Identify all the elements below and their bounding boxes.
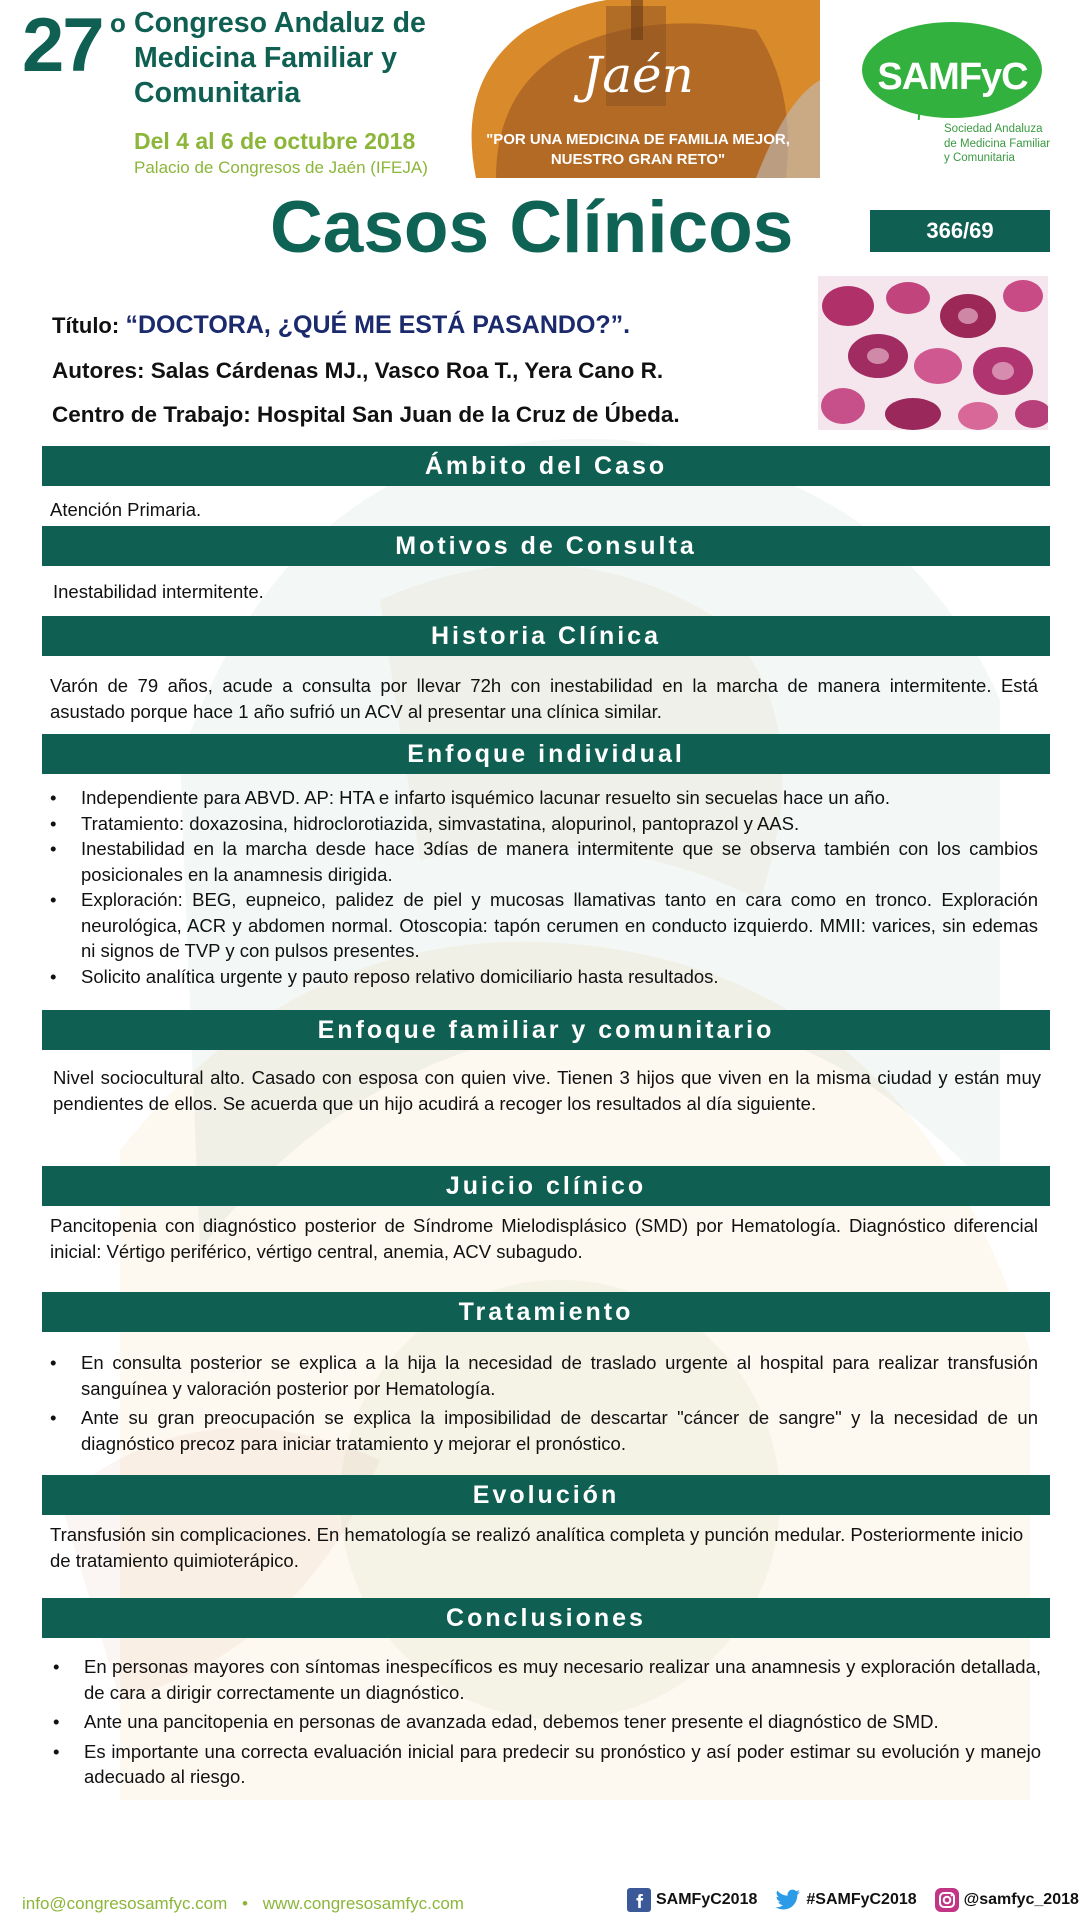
- city-name: Jaén: [582, 46, 694, 104]
- footer-social: [627, 1888, 1080, 1912]
- case-title-line: [52, 311, 630, 340]
- list-item: • Ante una pancitopenia en personas de avanzada edad, debemos tener presente el diagnóstico de SMD.: [53, 1709, 1041, 1735]
- section-heading-motivos: Motivos de Consulta: [42, 526, 1050, 566]
- list-item: • Es importante una correcta evaluación inicial para predecir su pronóstico y así poder estimar su evolución y manejo adecuado al riesgo.: [53, 1739, 1041, 1790]
- congress-dates: Del 4 al 6 de octubre 2018: [134, 128, 416, 154]
- case-title-label: Título:: [52, 313, 120, 338]
- list-conclusiones: [53, 1654, 1041, 1790]
- instagram-handle: @samfyc_2018: [963, 1891, 1079, 1908]
- twitter-icon: [775, 1889, 801, 1911]
- footer-website[interactable]: www.congresosamfyc.com: [262, 1894, 464, 1913]
- edition-number: 27: [22, 3, 103, 88]
- section-text-familiar: Nivel sociocultural alto. Casado con esposa con quien vive. Tienen 3 hijos que viven en la misma ciudad y están muy pendientes de ellos. Se acuerda que un hijo acudirá a recoger los resultados al día siguiente.: [53, 1067, 1041, 1114]
- list-item: • Exploración: BEG, eupneico, palidez de piel y mucosas llamativas tanto en cara como en tronco. Exploración neurológica, ACR y abdomen normal. Otoscopia: tapón cerumen en conducto izquierdo. MMII: varices, sin edemas ni signos de TVP y con pulsos presentes.: [50, 887, 1038, 964]
- section-text-motivos: Inestabilidad intermitente.: [53, 581, 264, 602]
- footer-separator: •: [242, 1894, 248, 1913]
- section-heading-conclusiones: Conclusiones: [42, 1598, 1050, 1638]
- section-text-historia: Varón de 79 años, acude a consulta por llevar 72h con inestabilidad en la marcha de manera intermitente. Está asustado porque hace 1 año sufrió un ACV al presentar una clínica similar.: [50, 675, 1038, 722]
- twitter-handle: #SAMFyC2018: [806, 1891, 917, 1908]
- instagram-link[interactable]: [935, 1888, 1079, 1912]
- list-tratamiento: [50, 1350, 1038, 1456]
- section-heading-tratamiento: Tratamiento: [42, 1292, 1050, 1332]
- section-heading-juicio: Juicio clínico: [42, 1166, 1050, 1206]
- list-item: • En personas mayores con síntomas inespecíficos es muy necesario realizar una anamnesis y exploración detallada, de cara a dirigir correctamente un diagnóstico.: [53, 1654, 1041, 1705]
- case-title-value: “DOCTORA, ¿QUÉ ME ESTÁ PASANDO?”.: [125, 311, 631, 339]
- samfyc-subtitle-line: de Medicina Familiar: [944, 137, 1051, 150]
- samfyc-logo-text: SAMFyC: [877, 56, 1028, 98]
- footer-email[interactable]: info@congresosamfyc.com: [22, 1894, 228, 1913]
- facebook-link[interactable]: [627, 1888, 757, 1912]
- instagram-icon: [935, 1888, 959, 1912]
- section-heading-evolucion: Evolución: [42, 1475, 1050, 1515]
- section-heading-historia: Historia Clínica: [42, 616, 1050, 656]
- samfyc-subtitle: [944, 122, 1050, 166]
- edition-suffix: o: [110, 8, 126, 38]
- poster-title: Casos Clínicos: [270, 187, 794, 268]
- facebook-icon: [627, 1888, 651, 1912]
- twitter-link[interactable]: [775, 1889, 916, 1911]
- jaen-banner: [456, 0, 820, 178]
- blood-cells-image: [818, 276, 1048, 430]
- list-item: • Inestabilidad en la marcha desde hace 3días de manera intermitente que se observa también con los cambios posicionales en la anamnesis dirigida.: [50, 836, 1038, 887]
- list-item: • Ante su gran preocupación se explica la imposibilidad de descartar "cáncer de sangre" y la necesidad de un diagnóstico precoz para iniciar tratamiento y mejorar el pronóstico.: [50, 1405, 1038, 1456]
- section-text-juicio: Pancitopenia con diagnóstico posterior de Síndrome Mielodisplásico (SMD) por Hematología. Diagnóstico diferencial inicial: Vértigo periférico, vértigo central, anemia, ACV subagudo.: [50, 1215, 1038, 1262]
- list-item: • En consulta posterior se explica a la hija la necesidad de traslado urgente al hospital para realizar transfusión sanguínea y valoración posterior por Hematología.: [50, 1350, 1038, 1401]
- congress-title: Congreso Andaluz de Medicina Familiar y Comunitaria: [134, 7, 426, 109]
- congress-motto: "POR UNA MEDICINA DE FAMILIA MEJOR, NUESTRO GRAN RETO": [486, 131, 790, 168]
- list-item: • Independiente para ABVD. AP: HTA e infarto isquémico lacunar resuelto sin secuelas hace un año.: [50, 785, 1038, 811]
- samfyc-subtitle-line: y Comunitaria: [944, 152, 1015, 164]
- authors: Autores: Salas Cárdenas MJ., Vasco Roa T., Yera Cano R.: [52, 358, 664, 383]
- congress-venue: Palacio de Congresos de Jaén (IFEJA): [134, 158, 428, 177]
- facebook-handle: SAMFyC2018: [656, 1891, 758, 1908]
- case-id-badge: 366/69: [870, 210, 1050, 252]
- section-text-ambito: Atención Primaria.: [50, 499, 202, 520]
- samfyc-subtitle-line: Sociedad Andaluza: [944, 123, 1043, 135]
- section-heading-ambito: Ámbito del Caso: [42, 446, 1050, 486]
- section-text-evolucion: Transfusión sin complicaciones. En hematología se realizó analítica completa y punción medular. Posteriormente inicio de tratamiento quimioterápico.: [50, 1524, 1024, 1571]
- list-item: • Solicito analítica urgente y pauto reposo relativo domiciliario hasta resultados.: [50, 964, 1038, 990]
- list-individual: [50, 785, 1038, 989]
- list-item: • Tratamiento: doxazosina, hidroclorotiazida, simvastatina, alopurinol, pantoprazol y AAS.: [50, 811, 1038, 837]
- footer-contact: [22, 1894, 464, 1914]
- work-center: Centro de Trabajo: Hospital San Juan de la Cruz de Úbeda.: [52, 402, 680, 427]
- section-heading-familiar: Enfoque familiar y comunitario: [42, 1010, 1050, 1050]
- section-heading-individual: Enfoque individual: [42, 734, 1050, 774]
